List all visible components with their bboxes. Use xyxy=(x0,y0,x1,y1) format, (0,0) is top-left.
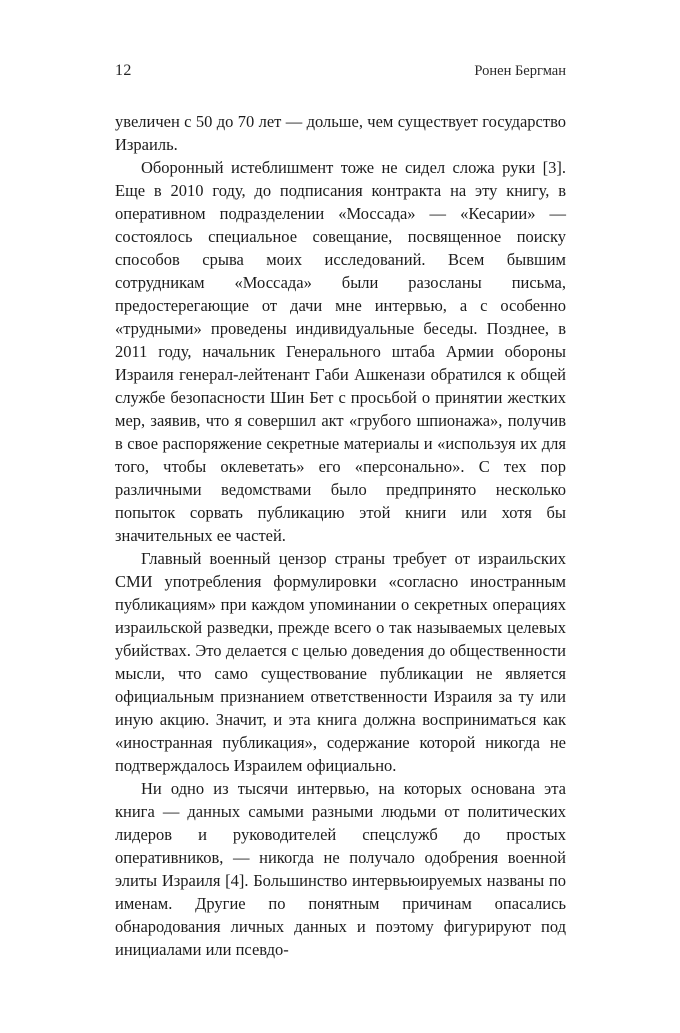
page-body xyxy=(115,110,566,961)
paragraph: Главный военный цензор страны требует от израильских СМИ употребления формулировки «согласно иностранным публикациям» при каждом упоминании о секретных операциях израильской разведки, прежде всего о так называемых целевых убийствах. Это делается с целью доведения до общественности мысли, что само существование публикации не является официальным признанием ответственности Израиля за ту или иную акцию. Значит, и эта книга должна восприниматься как «иностранная публикация», содержание которой никогда не подтверждалось Израилем официально. xyxy=(115,549,566,775)
paragraph: Ни одно из тысячи интервью, на которых основана эта книга — данных самыми разными людьми от политических лидеров и руководителей спецслужб до простых оперативников, — никогда не получало одобрения военной элиты Израиля [4]. Большинство интервьюируемых названы по именам. Другие по понятным причинам опасались обнародования личных данных и поэтому фигурируют под инициалами или псевдо- xyxy=(115,779,566,959)
paragraph-continuation: увеличен с 50 до 70 лет — дольше, чем существует государство Израиль. xyxy=(115,112,566,154)
paragraph: Оборонный истеблишмент тоже не сидел сложа руки [3]. Еще в 2010 году, до подписания контракта на эту книгу, в оперативном подразделении «Моссада» — «Кесарии» — состоялось специальное совещание, посвященное поиску способов срыва моих исследований. Всем бывшим сотрудникам «Моссада» были разосланы письма, предостерегающие от дачи мне интервью, а с особенно «трудными» проведены индивидуальные беседы. Позднее, в 2011 году, начальник Генерального штаба Армии обороны Израиля генерал-лейтенант Габи Ашкенази обратился к общей службе безопасности Шин Бет с просьбой о принятии жестких мер, заявив, что я совершил акт «грубого шпионажа», получив в свое распоряжение секретные материалы и «используя их для того, чтобы оклеветать» его «персонально». С тех пор различными ведомствами было предпринято несколько попыток сорвать публикацию этой книги или хотя бы значительных ее частей. xyxy=(115,158,566,545)
page-number: 12 xyxy=(115,62,132,79)
running-title: Ронен Бергман xyxy=(474,63,566,79)
page-header xyxy=(115,62,566,80)
